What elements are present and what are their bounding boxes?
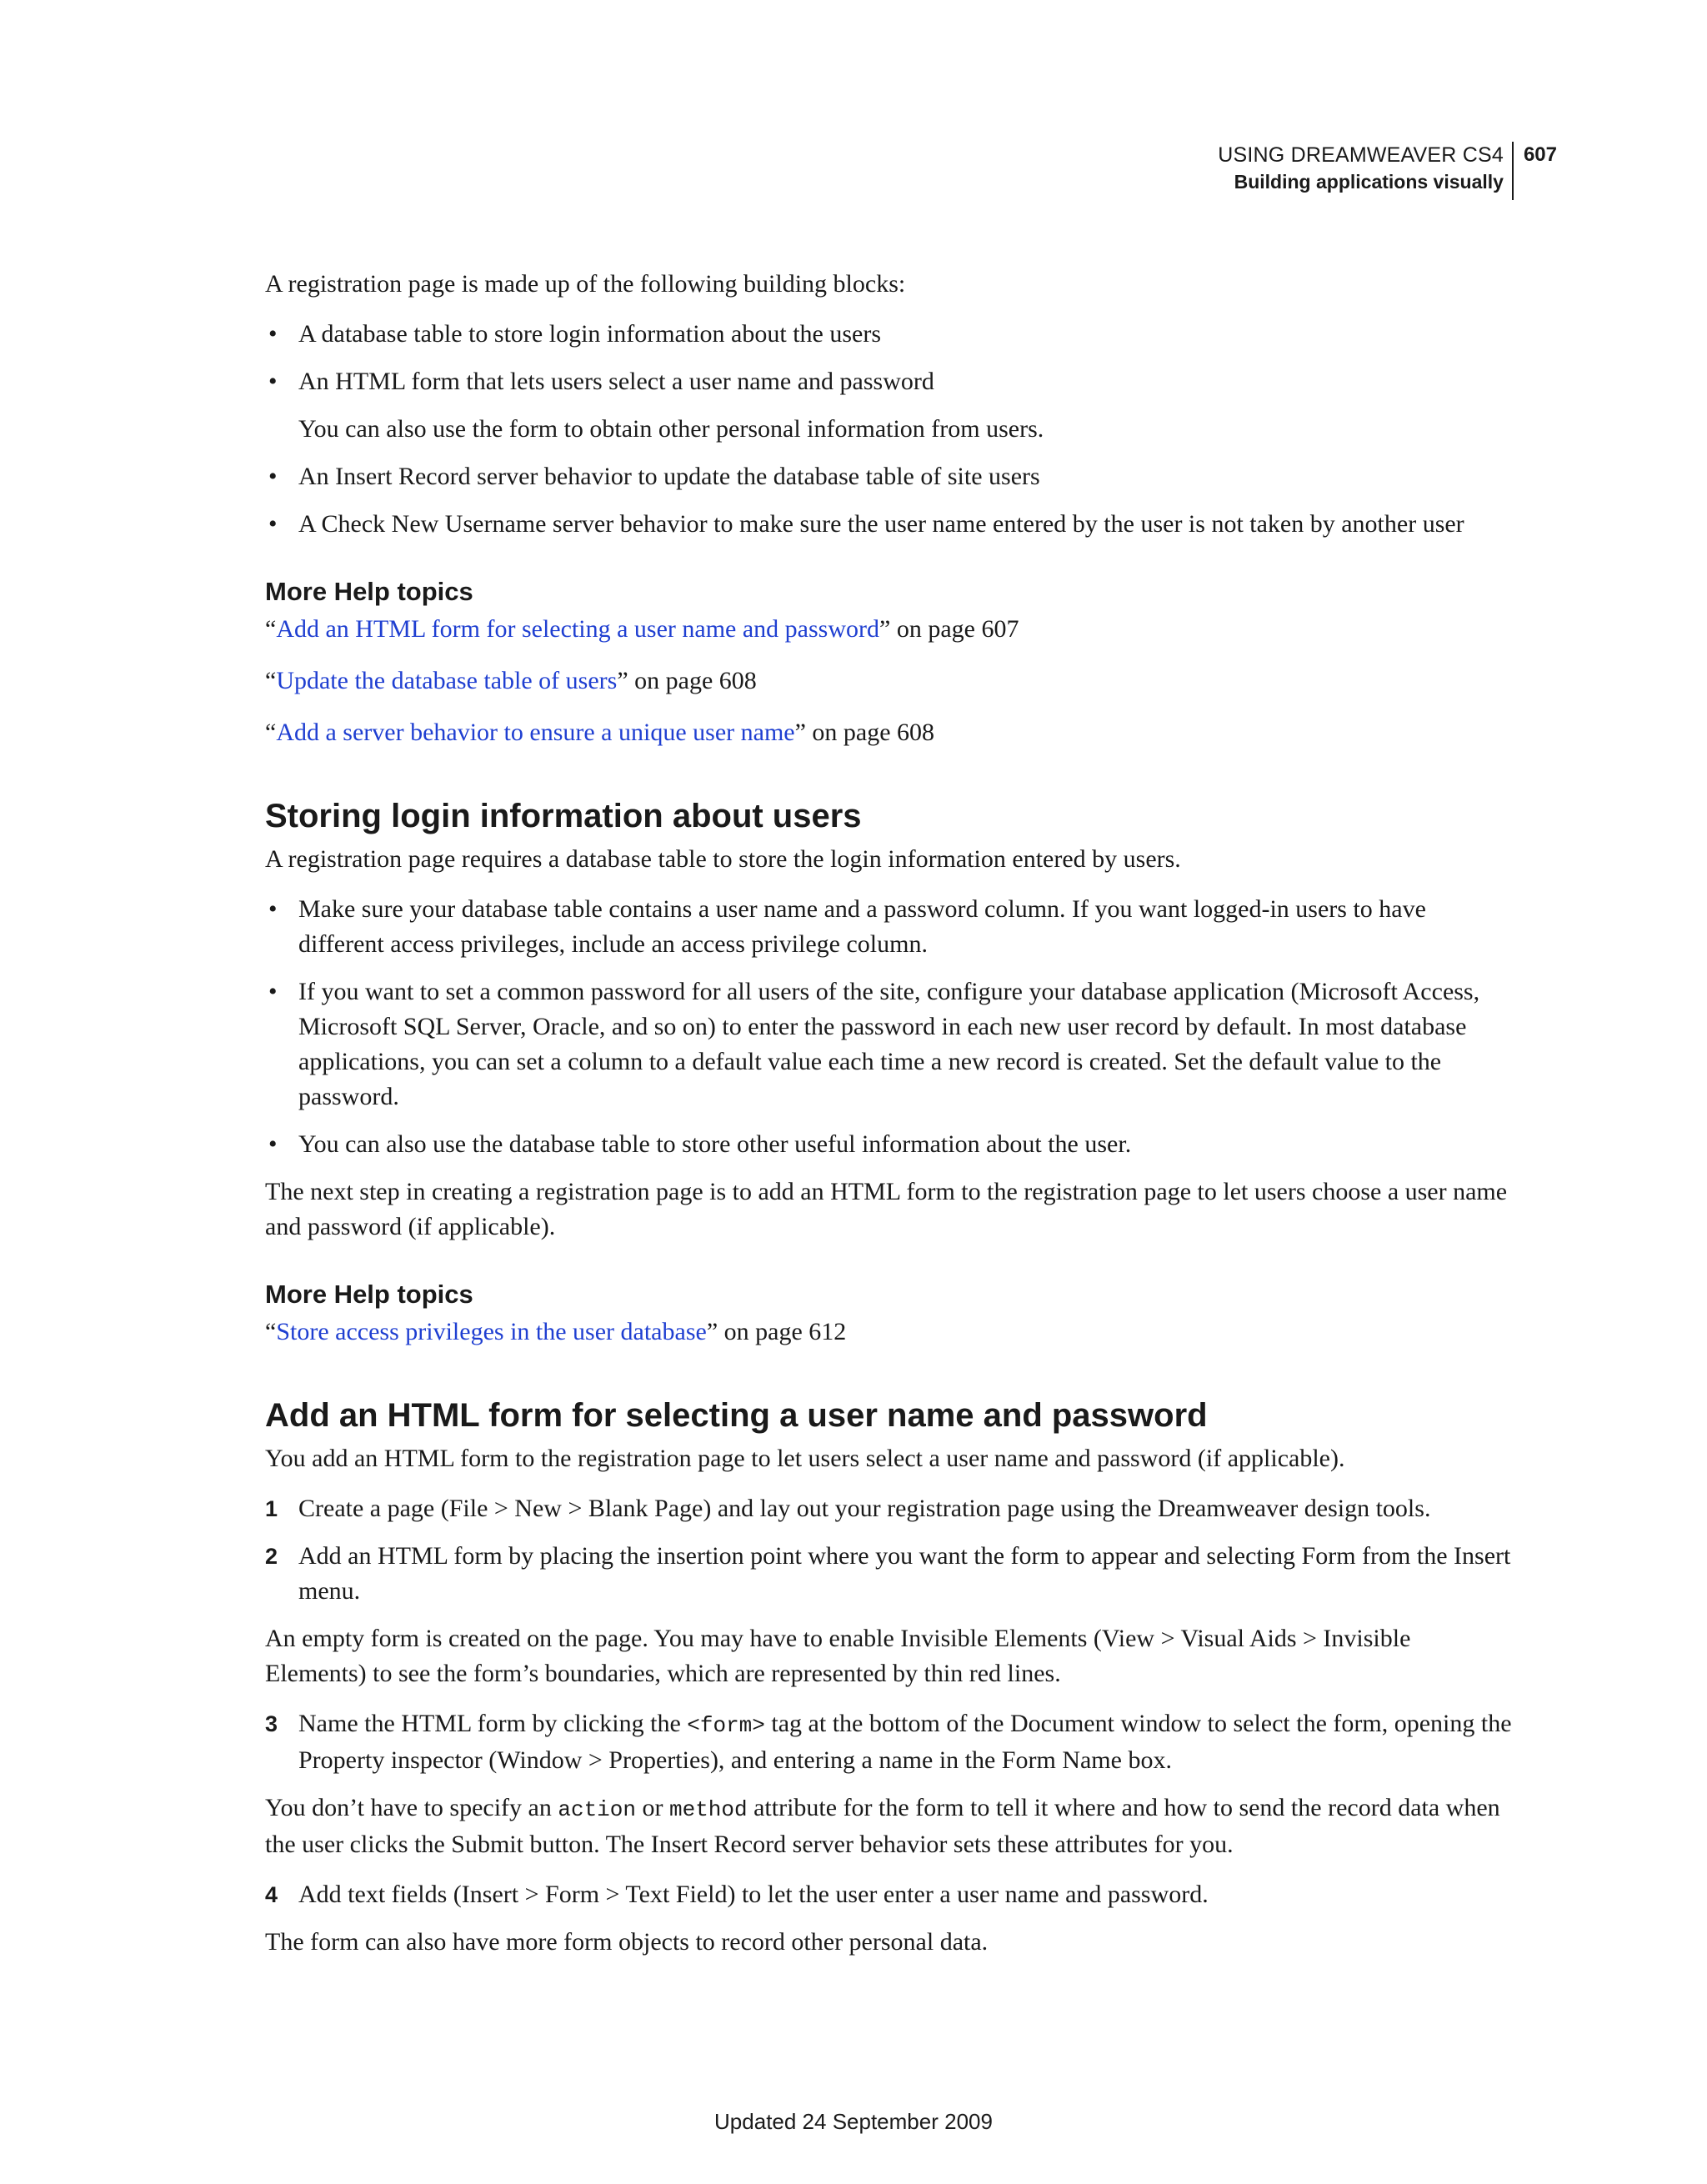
list-item: [265, 459, 1515, 494]
section-intro: You add an HTML form to the registration page to let users select a user name and password (if applicable).: [265, 1445, 1345, 1472]
link-suffix: ” on page 608: [794, 719, 935, 746]
bullet-icon: •: [268, 1130, 278, 1158]
section-intro: A registration page requires a database table to store the login information entered by users.: [265, 845, 1181, 873]
page-number: 607: [1523, 143, 1557, 166]
list-item: [265, 974, 1515, 1115]
steps-list-continued: [265, 1706, 1515, 1778]
note-text-pre: You don’t have to specify an: [265, 1794, 558, 1821]
step-item: [265, 1877, 1515, 1912]
step-item: [265, 1706, 1515, 1778]
open-quote: “: [265, 615, 277, 643]
step-note: An empty form is created on the page. You may have to enable Invisible Elements (View > Visual Aids > Invisible Elements) to see the form’s boundaries, which are represented by thin red lines.: [265, 1625, 1411, 1687]
storing-login-list: [265, 892, 1515, 1162]
building-blocks-list: [265, 317, 1515, 399]
help-link-add-html-form[interactable]: Add an HTML form for selecting a user name and password: [276, 615, 880, 643]
step-item: [265, 1491, 1515, 1526]
book-title: USING DREAMWEAVER CS4: [1218, 143, 1504, 167]
list-item-text: A Check New Username server behavior to make sure the user name entered by the user is not taken by another user: [298, 510, 1464, 538]
open-quote: “: [265, 719, 277, 746]
link-suffix: ” on page 607: [879, 615, 1019, 643]
bullet-icon: •: [268, 463, 278, 490]
step-note: [265, 1791, 1515, 1862]
bullet-icon: •: [268, 368, 278, 395]
running-header: [1218, 142, 1557, 200]
bullet-icon: •: [268, 510, 278, 538]
code-method: method: [668, 1797, 748, 1822]
help-link-unique-user-name[interactable]: Add a server behavior to ensure a unique user name: [276, 719, 795, 746]
list-item: [265, 892, 1515, 962]
bullet-icon: •: [268, 895, 278, 923]
help-link-line: [265, 664, 1515, 699]
step-text: Add an HTML form by placing the insertion point where you want the form to appear and selecting Form from the Insert menu.: [298, 1542, 1511, 1605]
note-text-post: attribute for the form to tell it where and how to send the record data when the user clicks the Submit button. The Insert Record server behavior sets these attributes for you.: [265, 1794, 1500, 1858]
chapter-title: Building applications visually: [1234, 171, 1504, 193]
help-link-store-access-privileges[interactable]: Store access privileges in the user database: [276, 1318, 707, 1345]
code-form-tag: <form>: [687, 1713, 765, 1738]
help-link-line: [265, 715, 1515, 750]
open-quote: “: [265, 1318, 277, 1345]
help-link-update-database[interactable]: Update the database table of users: [276, 667, 618, 694]
section-outro: The next step in creating a registration page is to add an HTML form to the registration page to let users choose a user name and password (if applicable).: [265, 1178, 1508, 1240]
step-text-pre: Name the HTML form by clicking the: [298, 1710, 688, 1737]
list-item: [265, 507, 1515, 542]
step-text: Add text fields (Insert > Form > Text Field) to let the user enter a user name and password.: [298, 1881, 1209, 1908]
step-item: [265, 1539, 1515, 1609]
list-item: [265, 1127, 1515, 1162]
steps-list-final: [265, 1877, 1515, 1912]
page-footer: Updated 24 September 2009: [714, 2109, 993, 2134]
list-item-text: An HTML form that lets users select a user name and password: [298, 368, 934, 395]
step-text-post: tag at the bottom of the Document window to select the form, opening the Property inspector (Window > Properties), and entering a name in the Form Name box.: [298, 1710, 1512, 1774]
bullet-icon: •: [268, 320, 278, 348]
code-action: action: [558, 1797, 636, 1822]
steps-list: [265, 1491, 1515, 1609]
list-item: [265, 317, 1515, 352]
link-suffix: ” on page 612: [706, 1318, 847, 1345]
list-item-text: If you want to set a common password for all users of the site, configure your database application (Microsoft Access, Microsoft SQL Server, Oracle, and so on) to enter the password in each new user record by default. In most database applications, you can set a column to a default value each time a new record is created. Set the default value to the password.: [298, 978, 1480, 1110]
step-number: 2: [265, 1544, 278, 1569]
section-heading-add-html-form: Add an HTML form for selecting a user name and password: [265, 1397, 1208, 1434]
link-suffix: ” on page 608: [617, 667, 757, 694]
running-header-text: [1218, 142, 1514, 200]
step-text: Create a page (File > New > Blank Page) and lay out your registration page using the Dreamweaver design tools.: [298, 1495, 1431, 1522]
section-heading-storing-login: Storing login information about users: [265, 798, 862, 834]
step-number: 1: [265, 1496, 278, 1521]
note-text-mid: or: [635, 1794, 669, 1821]
list-item-text: A database table to store login information about the users: [298, 320, 881, 348]
bullet-icon: •: [268, 978, 278, 1005]
list-item: [265, 364, 1515, 399]
more-help-heading: More Help topics: [265, 1280, 473, 1309]
step-note: The form can also have more form objects to record other personal data.: [265, 1928, 989, 1956]
list-sub-note: You can also use the form to obtain other personal information from users.: [298, 415, 1044, 443]
list-item-text: You can also use the database table to store other useful information about the user.: [298, 1130, 1132, 1158]
step-number: 3: [265, 1711, 278, 1736]
help-link-line: [265, 612, 1515, 647]
open-quote: “: [265, 667, 277, 694]
building-blocks-list-continued: [265, 459, 1515, 542]
intro-paragraph: A registration page is made up of the following building blocks:: [265, 270, 906, 298]
list-item-text: Make sure your database table contains a user name and a password column. If you want logged-in users to have different access privileges, include an access privilege column.: [298, 895, 1426, 958]
page-content: [265, 267, 1515, 1975]
list-item-text: An Insert Record server behavior to update the database table of site users: [298, 463, 1040, 490]
step-number: 4: [265, 1882, 278, 1907]
help-link-line: [265, 1315, 1515, 1350]
more-help-heading: More Help topics: [265, 577, 473, 606]
